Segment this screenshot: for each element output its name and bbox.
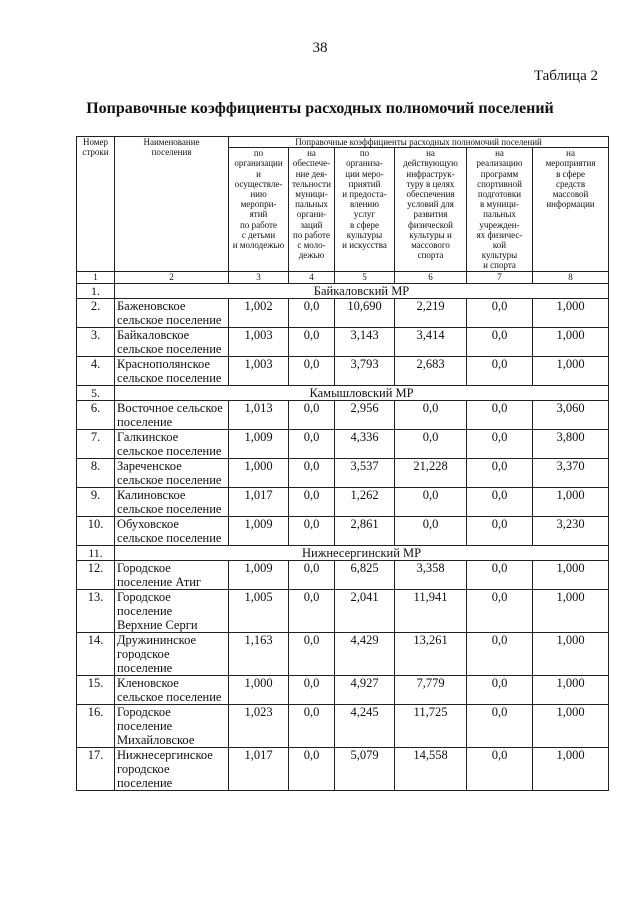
coefficient-value-col-8: 3,800 (533, 429, 609, 458)
coefficient-value-col-8: 3,060 (533, 400, 609, 429)
coefficient-value-col-4: 0,0 (289, 487, 335, 516)
coefficient-value-col-3: 1,163 (229, 632, 289, 675)
row-number: 14. (77, 632, 115, 675)
row-number: 1. (77, 283, 115, 298)
coefficient-value-col-5: 1,262 (335, 487, 395, 516)
coefficient-value-col-4: 0,0 (289, 458, 335, 487)
column-number: 6 (395, 271, 467, 283)
column-number: 1 (77, 271, 115, 283)
coefficient-value-col-5: 3,143 (335, 327, 395, 356)
coefficient-value-col-3: 1,009 (229, 560, 289, 589)
coefficient-value-col-4: 0,0 (289, 589, 335, 632)
page-number: 38 (312, 40, 328, 56)
coefficient-value-col-4: 0,0 (289, 327, 335, 356)
settlement-name: Зареченское сельское поселение (115, 458, 229, 487)
coefficient-value-col-5: 2,861 (335, 516, 395, 545)
district-name: Байкаловский МР (115, 283, 609, 298)
settlement-name: Городское поселение Атиг (115, 560, 229, 589)
district-name: Нижнесергинский МР (115, 545, 609, 560)
coefficient-value-col-7: 0,0 (467, 356, 533, 385)
coefficient-value-col-3: 1,000 (229, 675, 289, 704)
row-number: 10. (77, 516, 115, 545)
coefficient-value-col-6: 11,941 (395, 589, 467, 632)
table-row (77, 400, 609, 429)
coefficient-value-col-4: 0,0 (289, 560, 335, 589)
coefficient-value-col-6: 2,683 (395, 356, 467, 385)
header-col-7: на реализацию программ спортивной подготовки в муници- пальных учрежден- ях физичес- кой культуры и спорта (467, 148, 533, 271)
settlement-name: Городское поселение Верхние Серги (115, 589, 229, 632)
coefficient-value-col-4: 0,0 (289, 298, 335, 327)
header-col-3: по организации и осуществле- нию меропри- ятий по работе с детьми и молодежью (229, 148, 289, 271)
coefficient-value-col-8: 1,000 (533, 632, 609, 675)
table-row (77, 675, 609, 704)
coefficient-value-col-3: 1,017 (229, 487, 289, 516)
row-number: 6. (77, 400, 115, 429)
coefficient-value-col-3: 1,003 (229, 356, 289, 385)
settlement-name: Галкинское сельское поселение (115, 429, 229, 458)
coefficient-value-col-7: 0,0 (467, 458, 533, 487)
coefficient-value-col-8: 1,000 (533, 327, 609, 356)
coefficient-value-col-5: 4,245 (335, 704, 395, 747)
column-number: 3 (229, 271, 289, 283)
coefficient-value-col-7: 0,0 (467, 429, 533, 458)
document-title: Поправочные коэффициенты расходных полномочий поселений (86, 100, 554, 117)
column-number: 5 (335, 271, 395, 283)
coefficient-value-col-6: 0,0 (395, 516, 467, 545)
header-coefficients-group: Поправочные коэффициенты расходных полномочий поселений (229, 137, 609, 148)
settlement-name: Восточное сельское поселение (115, 400, 229, 429)
table-row (77, 632, 609, 675)
coefficient-value-col-3: 1,009 (229, 516, 289, 545)
coefficient-value-col-4: 0,0 (289, 747, 335, 790)
settlement-name: Обуховское сельское поселение (115, 516, 229, 545)
section-row (77, 385, 609, 400)
header-col-5: по организа- ции меро- приятий и предоста- влению услуг в сфере культуры и искусства (335, 148, 395, 271)
coefficient-value-col-6: 2,219 (395, 298, 467, 327)
table-row (77, 458, 609, 487)
settlement-name: Баженовское сельское поселение (115, 298, 229, 327)
header-col-8: на мероприятия в сфере средств массовой информации (533, 148, 609, 271)
table-row (77, 429, 609, 458)
coefficient-value-col-3: 1,013 (229, 400, 289, 429)
coefficient-value-col-5: 6,825 (335, 560, 395, 589)
row-number: 16. (77, 704, 115, 747)
table-row (77, 298, 609, 327)
coefficient-value-col-8: 3,230 (533, 516, 609, 545)
header-row-number: Номер строки (77, 137, 115, 272)
row-number: 4. (77, 356, 115, 385)
coefficient-value-col-7: 0,0 (467, 298, 533, 327)
row-number: 5. (77, 385, 115, 400)
coefficient-value-col-7: 0,0 (467, 400, 533, 429)
settlement-name: Городское поселение Михайловское (115, 704, 229, 747)
coefficient-value-col-6: 7,779 (395, 675, 467, 704)
coefficient-value-col-3: 1,002 (229, 298, 289, 327)
coefficient-value-col-4: 0,0 (289, 400, 335, 429)
coefficient-value-col-7: 0,0 (467, 675, 533, 704)
settlement-name: Калиновское сельское поселение (115, 487, 229, 516)
coefficient-value-col-5: 3,537 (335, 458, 395, 487)
coefficient-value-col-4: 0,0 (289, 704, 335, 747)
coefficient-value-col-8: 1,000 (533, 298, 609, 327)
coefficient-value-col-3: 1,003 (229, 327, 289, 356)
row-number: 17. (77, 747, 115, 790)
row-number: 7. (77, 429, 115, 458)
coefficient-value-col-6: 14,558 (395, 747, 467, 790)
header-settlement-name: Наименование поселения (115, 137, 229, 272)
table-row (77, 516, 609, 545)
coefficient-value-col-7: 0,0 (467, 747, 533, 790)
coefficient-value-col-5: 5,079 (335, 747, 395, 790)
coefficient-value-col-3: 1,017 (229, 747, 289, 790)
coefficient-value-col-6: 3,358 (395, 560, 467, 589)
coefficient-value-col-6: 11,725 (395, 704, 467, 747)
coefficient-value-col-3: 1,023 (229, 704, 289, 747)
column-number: 2 (115, 271, 229, 283)
coefficient-value-col-6: 21,228 (395, 458, 467, 487)
row-number: 12. (77, 560, 115, 589)
coefficient-value-col-5: 10,690 (335, 298, 395, 327)
coefficient-value-col-8: 1,000 (533, 675, 609, 704)
coefficient-value-col-7: 0,0 (467, 516, 533, 545)
coefficient-value-col-5: 4,429 (335, 632, 395, 675)
district-name: Камышловский МР (115, 385, 609, 400)
coefficient-value-col-4: 0,0 (289, 356, 335, 385)
coefficient-value-col-8: 1,000 (533, 560, 609, 589)
coefficient-value-col-8: 1,000 (533, 704, 609, 747)
column-number: 4 (289, 271, 335, 283)
coefficient-value-col-8: 3,370 (533, 458, 609, 487)
table-row (77, 589, 609, 632)
coefficient-value-col-7: 0,0 (467, 704, 533, 747)
table-row (77, 747, 609, 790)
table-row (77, 487, 609, 516)
coefficient-value-col-6: 0,0 (395, 429, 467, 458)
coefficient-value-col-8: 1,000 (533, 356, 609, 385)
row-number: 11. (77, 545, 115, 560)
settlement-name: Краснополянское сельское поселение (115, 356, 229, 385)
table-body (77, 283, 609, 790)
section-row (77, 283, 609, 298)
coefficient-value-col-7: 0,0 (467, 589, 533, 632)
table-row (77, 327, 609, 356)
coefficient-value-col-4: 0,0 (289, 429, 335, 458)
coefficient-value-col-7: 0,0 (467, 632, 533, 675)
row-number: 15. (77, 675, 115, 704)
coefficient-value-col-6: 0,0 (395, 400, 467, 429)
column-number: 7 (467, 271, 533, 283)
coefficient-value-col-3: 1,005 (229, 589, 289, 632)
row-number: 13. (77, 589, 115, 632)
coefficient-value-col-5: 2,041 (335, 589, 395, 632)
coefficient-value-col-4: 0,0 (289, 516, 335, 545)
coefficient-value-col-5: 3,793 (335, 356, 395, 385)
coefficients-table (76, 136, 609, 791)
coefficient-value-col-5: 2,956 (335, 400, 395, 429)
header-col-6: на действующую инфраструк- туру в целях обеспечения условий для развития физической культуры и массового спорта (395, 148, 467, 271)
settlement-name: Дружининское городское поселение (115, 632, 229, 675)
coefficient-value-col-3: 1,009 (229, 429, 289, 458)
table-row (77, 704, 609, 747)
coefficient-value-col-4: 0,0 (289, 632, 335, 675)
coefficient-value-col-7: 0,0 (467, 327, 533, 356)
coefficient-value-col-7: 0,0 (467, 487, 533, 516)
settlement-name: Байкаловское сельское поселение (115, 327, 229, 356)
coefficient-value-col-8: 1,000 (533, 487, 609, 516)
coefficient-value-col-4: 0,0 (289, 675, 335, 704)
table-row (77, 356, 609, 385)
coefficient-value-col-6: 3,414 (395, 327, 467, 356)
row-number: 9. (77, 487, 115, 516)
table-row (77, 560, 609, 589)
row-number: 3. (77, 327, 115, 356)
coefficient-value-col-5: 4,336 (335, 429, 395, 458)
column-number: 8 (533, 271, 609, 283)
coefficient-value-col-5: 4,927 (335, 675, 395, 704)
coefficient-value-col-6: 0,0 (395, 487, 467, 516)
coefficient-value-col-6: 13,261 (395, 632, 467, 675)
section-row (77, 545, 609, 560)
coefficient-value-col-8: 1,000 (533, 747, 609, 790)
table-label: Таблица 2 (533, 68, 598, 84)
row-number: 8. (77, 458, 115, 487)
settlement-name: Кленовское сельское поселение (115, 675, 229, 704)
coefficient-value-col-7: 0,0 (467, 560, 533, 589)
header-col-4: на обеспече- ние дея- тельности муници- пальных органи- заций по работе с моло- дежью (289, 148, 335, 271)
row-number: 2. (77, 298, 115, 327)
coefficient-value-col-8: 1,000 (533, 589, 609, 632)
settlement-name: Нижнесергинское городское поселение (115, 747, 229, 790)
coefficient-value-col-3: 1,000 (229, 458, 289, 487)
